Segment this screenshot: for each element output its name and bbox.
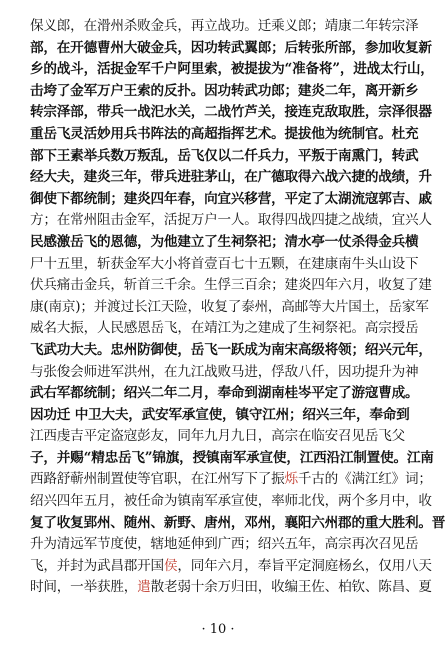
highlighted-char: 侯 [163, 557, 178, 574]
highlighted-char: 遣 [137, 579, 151, 596]
page-number: · 10 · [201, 622, 235, 637]
text-line: 武右军都统制；绍兴二年二月，奉命到湖南桂岑平定了游寇曹成。 [30, 385, 419, 402]
text-line: 飞，并封为武昌郡开国侯，同年六月，奉旨平定洞庭杨幺，仅用八天 [30, 557, 432, 574]
text-line: 伏兵痛击金兵，斩首三千余。生俘三百余；建炎四年六月，收复了建 [30, 277, 432, 294]
text-line: 民感激岳飞的恩德，为他建立了生祠祭祀；清水亭一仗杀得金兵横 [30, 233, 419, 250]
text-line: 威名大振，人民感恩岳飞，在靖江为之建成了生祠祭祀。高宗授岳 [30, 320, 419, 337]
text-line: 部，在开德曹州大破金兵，因功转武翼郎；后转张所部，参加收复新 [30, 39, 432, 56]
text-line: 江西虔吉平定盗寇彭友，同年九月九日，高宗在临安召见岳飞父 [30, 428, 406, 445]
highlighted-char: 烁 [284, 471, 298, 488]
text-line: 转宗泽部，带兵一战汜水关，二战竹芦关，接连克敌取胜，宗泽很器 [30, 104, 432, 121]
text-line: 飞武功大夫。忠州防御使，岳飞一跃成为南宋高级将领；绍兴元年， [30, 341, 432, 358]
text-line: 康(南京)；并渡过长江天险，收复了泰州，高邮等大片国土，岳家军 [30, 298, 429, 315]
text-line: 时间，一举获胜，遣散老弱十余万归田，收编王佐、柏钦、陈昌、夏 [30, 579, 432, 596]
document-body [30, 16, 445, 599]
text-line: 部下王素举兵数万叛乱，岳飞仅以二仟兵力，平叛于南熏门，转武 [30, 147, 419, 164]
text-line: 复了收复郢州、随州、新野、唐州，邓州，襄阳六州郡的重大胜利。晋 [30, 514, 445, 531]
text-line: 升为清远军节度使，辖地延伸到广西；绍兴五年，高宗再次召见岳 [30, 536, 419, 553]
text-line: 重岳飞灵活妙用兵书阵法的高超指挥艺术。提拔他为统制官。杜充 [30, 125, 419, 142]
text-line: 因功迁 中卫大夫，武安军承宣使，镇守江州；绍兴三年，奉命到 [30, 406, 410, 423]
text-line: 御使下都统制；建炎四年春，向宜兴移营，平定了太湖流寇郭吉、戚 [30, 190, 432, 207]
text-line: 与张俊会师进军洪州，在九江战败马进，俘敌八仟，因功提升为神 [30, 363, 419, 380]
text-line: 方；在常州阻击金军，活捉万户一人。取得四战四捷之战绩，宜兴人 [30, 212, 432, 229]
text-line: 经大夫，建炎三年，带兵进驻茅山，在广德取得六战六捷的战绩，升 [30, 169, 432, 186]
text-line: 保义郎，在滑州杀败金兵，再立战功。迁乘义郎；靖康二年转宗泽 [30, 18, 419, 34]
text-line: 绍兴四年五月，被任命为镇南军承宣使，率师北伐，两个多月中，收 [30, 493, 432, 510]
text-line: 尸十五里，斩获金军大小将首壹百七十五颗，在建康南牛头山设下 [30, 255, 419, 272]
text-line: 西路舒蕲州制置使等官职，在江州写下了振烁千古的《满江红》词； [30, 471, 432, 488]
text-line: 击垮了金军万户王索的反扑。因功转武功郎；建炎二年，离开新乡 [30, 82, 419, 99]
text-line: 子，并赐“精忠岳飞”锦旗，授镇南军承宣使，江西沿江制置使。江南 [30, 449, 434, 466]
text-line: 乡的战斗，活捉金军千户阿里索，被提拔为“准备将”，进战太行山， [30, 61, 434, 78]
